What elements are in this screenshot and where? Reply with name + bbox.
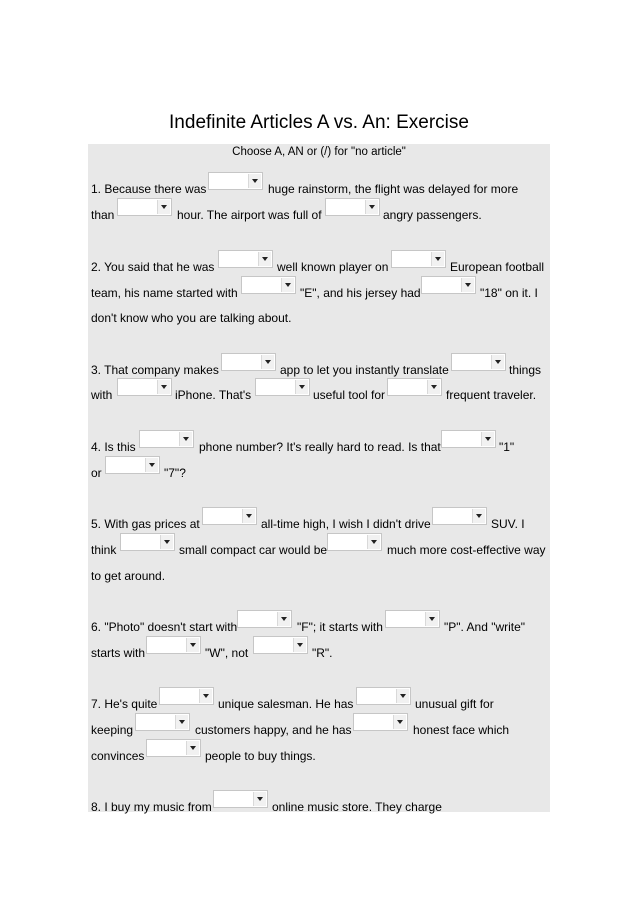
question-text: angry passengers. <box>383 208 482 222</box>
dropdown-arrow-icon <box>157 200 170 214</box>
dropdown-arrow-icon <box>186 741 199 755</box>
dropdown-arrow-icon <box>281 278 294 292</box>
article-dropdown-q7-4[interactable] <box>353 713 408 731</box>
question-text: SUV. I <box>491 517 525 531</box>
article-dropdown-q4-2[interactable] <box>441 430 496 448</box>
dropdown-arrow-icon <box>145 458 158 472</box>
question-text: 4. Is this <box>91 440 136 454</box>
question-text: "18" on it. I <box>480 286 538 300</box>
question-text: much more cost-effective way <box>387 543 546 557</box>
question-text: "1" <box>499 440 515 454</box>
article-dropdown-q3-5[interactable] <box>387 378 442 396</box>
question-text: "R". <box>312 646 333 660</box>
dropdown-arrow-icon <box>491 355 504 369</box>
question-text: useful tool for <box>313 388 386 402</box>
question-text: 8. I buy my music from <box>91 800 212 814</box>
question-text: starts with <box>91 646 146 660</box>
question-text: "W", not <box>205 646 249 660</box>
dropdown-arrow-icon <box>199 689 212 703</box>
question-text: 7. He's quite <box>91 697 158 711</box>
dropdown-arrow-icon <box>248 174 261 188</box>
question-text: 3. That company makes <box>91 363 219 377</box>
article-dropdown-q3-2[interactable] <box>451 353 506 371</box>
question-text: 6. "Photo" doesn't start with <box>91 620 238 634</box>
dropdown-arrow-icon <box>367 535 380 549</box>
dropdown-arrow-icon <box>481 432 494 446</box>
question-text: to get around. <box>91 569 166 583</box>
question-text: 1. Because there was <box>91 182 207 196</box>
question-text: "E", and his jersey had <box>300 286 421 300</box>
article-dropdown-q5-4[interactable] <box>327 533 382 551</box>
question-text: iPhone. That's <box>175 388 252 402</box>
question-text: all-time high, I wish I didn't drive <box>261 517 431 531</box>
instructions: Choose A, AN or (/) for "no article" <box>232 146 406 158</box>
question-text: huge rainstorm, the flight was delayed for more <box>268 182 519 196</box>
question-text: small compact car would be <box>179 543 328 557</box>
dropdown-arrow-icon <box>396 689 409 703</box>
article-dropdown-q7-1[interactable] <box>159 687 214 705</box>
dropdown-arrow-icon <box>425 612 438 626</box>
article-dropdown-q7-5[interactable] <box>146 739 201 757</box>
article-dropdown-q6-4[interactable] <box>253 636 308 654</box>
dropdown-arrow-icon <box>472 509 485 523</box>
article-dropdown-q2-4[interactable] <box>421 276 476 294</box>
article-dropdown-q3-3[interactable] <box>117 378 172 396</box>
dropdown-arrow-icon <box>157 380 170 394</box>
question-text: with <box>91 388 113 402</box>
question-text: people to buy things. <box>205 749 316 763</box>
question-text: frequent traveler. <box>446 388 537 402</box>
question-text: keeping <box>91 723 134 737</box>
dropdown-arrow-icon <box>427 380 440 394</box>
dropdown-arrow-icon <box>258 252 271 266</box>
question-text: things <box>509 363 542 377</box>
question-text: phone number? It's really hard to read. Is that <box>199 440 441 454</box>
question-text: 2. You said that he was <box>91 260 215 274</box>
article-dropdown-q1-3[interactable] <box>325 198 380 216</box>
question-text: "F"; it starts with <box>297 620 383 634</box>
article-dropdown-q7-3[interactable] <box>135 713 190 731</box>
article-dropdown-q5-2[interactable] <box>432 507 487 525</box>
dropdown-arrow-icon <box>186 638 199 652</box>
question-text: think <box>91 543 117 557</box>
question-text: unique salesman. He has <box>218 697 354 711</box>
question-text: "7"? <box>164 466 186 480</box>
question-text: customers happy, and he has <box>195 723 352 737</box>
exercise-title: Indefinite Articles A vs. An: Exercise <box>169 112 469 133</box>
article-dropdown-q1-2[interactable] <box>117 198 172 216</box>
dropdown-arrow-icon <box>242 509 255 523</box>
question-text: "P". And "write" <box>444 620 526 634</box>
article-dropdown-q3-4[interactable] <box>255 378 310 396</box>
article-dropdown-q6-2[interactable] <box>385 610 440 628</box>
dropdown-arrow-icon <box>365 200 378 214</box>
dropdown-arrow-icon <box>461 278 474 292</box>
article-dropdown-q5-3[interactable] <box>120 533 175 551</box>
article-dropdown-q4-3[interactable] <box>105 456 160 474</box>
question-text: European football <box>450 260 545 274</box>
question-text: app to let you instantly translate <box>280 363 449 377</box>
question-text: unusual gift for <box>415 697 494 711</box>
dropdown-arrow-icon <box>179 432 192 446</box>
dropdown-arrow-icon <box>253 792 266 806</box>
article-dropdown-q2-2[interactable] <box>391 250 446 268</box>
question-text: convinces <box>91 749 145 763</box>
question-text: don't know who you are talking about. <box>91 311 292 325</box>
article-dropdown-q5-1[interactable] <box>202 507 257 525</box>
dropdown-arrow-icon <box>175 715 188 729</box>
dropdown-arrow-icon <box>293 638 306 652</box>
article-dropdown-q6-3[interactable] <box>146 636 201 654</box>
dropdown-arrow-icon <box>277 612 290 626</box>
article-dropdown-q2-1[interactable] <box>218 250 273 268</box>
dropdown-arrow-icon <box>261 355 274 369</box>
dropdown-arrow-icon <box>295 380 308 394</box>
dropdown-arrow-icon <box>160 535 173 549</box>
article-dropdown-q6-1[interactable] <box>237 610 292 628</box>
question-text: honest face which <box>413 723 510 737</box>
question-text: team, his name started with <box>91 286 238 300</box>
dropdown-arrow-icon <box>431 252 444 266</box>
question-text: well known player on <box>277 260 389 274</box>
dropdown-arrow-icon <box>393 715 406 729</box>
article-dropdown-q3-1[interactable] <box>221 353 276 371</box>
question-text: 5. With gas prices at <box>91 517 200 531</box>
article-dropdown-q4-1[interactable] <box>139 430 194 448</box>
question-text: than <box>91 208 115 222</box>
article-dropdown-q2-3[interactable] <box>241 276 296 294</box>
article-dropdown-q7-2[interactable] <box>356 687 411 705</box>
question-text: online music store. They charge <box>272 800 442 814</box>
question-text: or <box>91 466 102 480</box>
article-dropdown-q8-1[interactable] <box>213 790 268 808</box>
question-text: hour. The airport was full of <box>177 208 322 222</box>
article-dropdown-q1-1[interactable] <box>208 172 263 190</box>
